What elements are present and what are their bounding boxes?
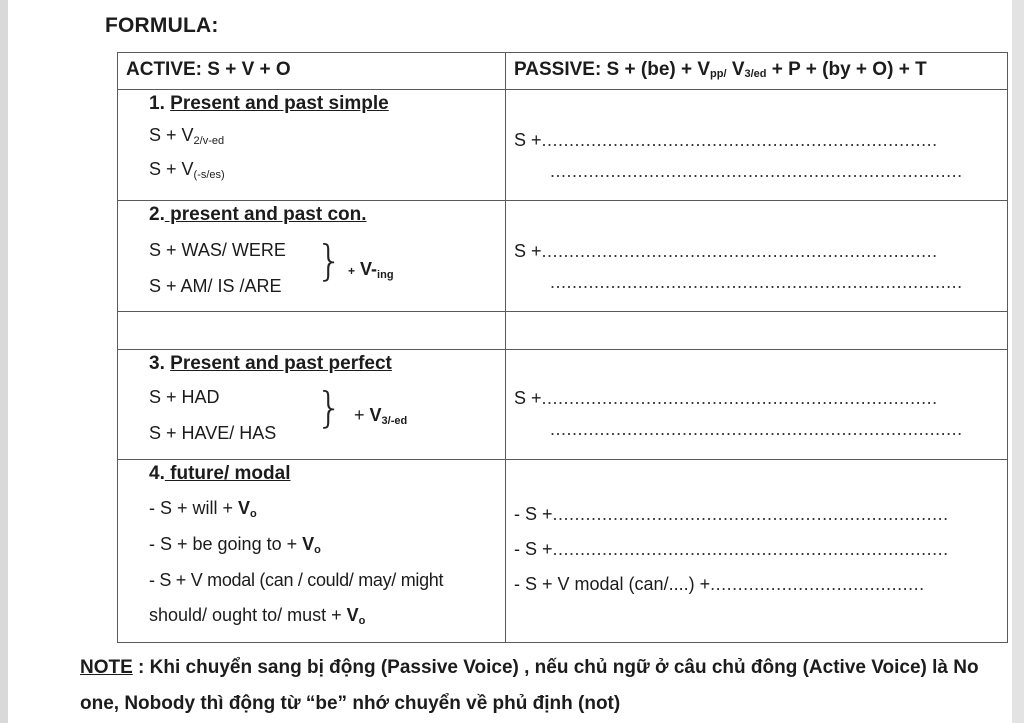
- page-edge-right: [1012, 0, 1024, 723]
- brace-icon: }: [316, 383, 343, 432]
- passive-header: PASSIVE: $S + (be) + V_{pp/}$ $V_{3/ed} + P + (by + O) + T$: [514, 59, 927, 80]
- active-line: S + WAS/ WERE: [149, 240, 286, 260]
- note-text: : Khi chuyển sang bị động (Passive Voice) , nếu chủ ngữ ở câu chủ đông (Active Voice) là No one, Nobody thì động từ “be” nhớ chuyển về phủ định (not): [80, 657, 979, 714]
- empty-row: [118, 312, 1008, 350]
- section-row-1: [118, 90, 1008, 201]
- passive-dots: ...........................................................................: [550, 419, 963, 439]
- active-line: $S + V_{2/v-ed}$: [149, 125, 225, 147]
- section-row-2: [118, 201, 1008, 312]
- passive-dots: ...........................................................................: [550, 161, 963, 181]
- passive-line: - S +........................................................................: [514, 504, 949, 524]
- active-line: $S + V_{(-s/es)}$: [149, 159, 225, 181]
- note-label: NOTE: [80, 657, 133, 678]
- passive-line: - S + V modal (can/....) +.......................................: [514, 574, 925, 594]
- active-header: ACTIVE: S + V + O: [126, 59, 291, 80]
- section-row-4: [118, 460, 1008, 643]
- active-line: - S + will + $V_o$: [149, 498, 257, 520]
- active-line: should/ ought to/ must + $V_o$: [149, 605, 366, 627]
- active-line: S + AM/ IS /ARE: [149, 276, 282, 296]
- passive-line: S +........................................................................: [514, 241, 938, 261]
- active-line: S + HAD: [149, 387, 220, 407]
- note-paragraph: [80, 650, 980, 722]
- formula-heading: FORMULA:: [105, 14, 219, 37]
- passive-dots: ...........................................................................: [550, 272, 963, 292]
- passive-line: S +........................................................................: [514, 130, 938, 150]
- passive-line: - S +........................................................................: [514, 539, 949, 559]
- active-line: - S + V modal (can / could/ may/ might: [149, 570, 444, 590]
- active-line: - S + be going to + $V_o$: [149, 534, 321, 556]
- section-title: 1. Present and past simple: [149, 93, 389, 114]
- formula-table: [117, 52, 1008, 643]
- active-line: S + HAVE/ HAS: [149, 423, 277, 443]
- page-edge-left: [0, 0, 8, 723]
- header-row: [118, 53, 1008, 90]
- brace-icon: }: [316, 236, 343, 285]
- verb-form: + $V-_{ing}$: [348, 259, 394, 281]
- verb-form: + $V_{3/-ed}$: [354, 405, 408, 427]
- section-title: 2. present and past con.: [149, 204, 367, 225]
- passive-line: S +........................................................................: [514, 388, 938, 408]
- section-row-3: [118, 350, 1008, 460]
- section-title: 3. Present and past perfect: [149, 353, 392, 374]
- section-title: 4. future/ modal: [149, 463, 291, 484]
